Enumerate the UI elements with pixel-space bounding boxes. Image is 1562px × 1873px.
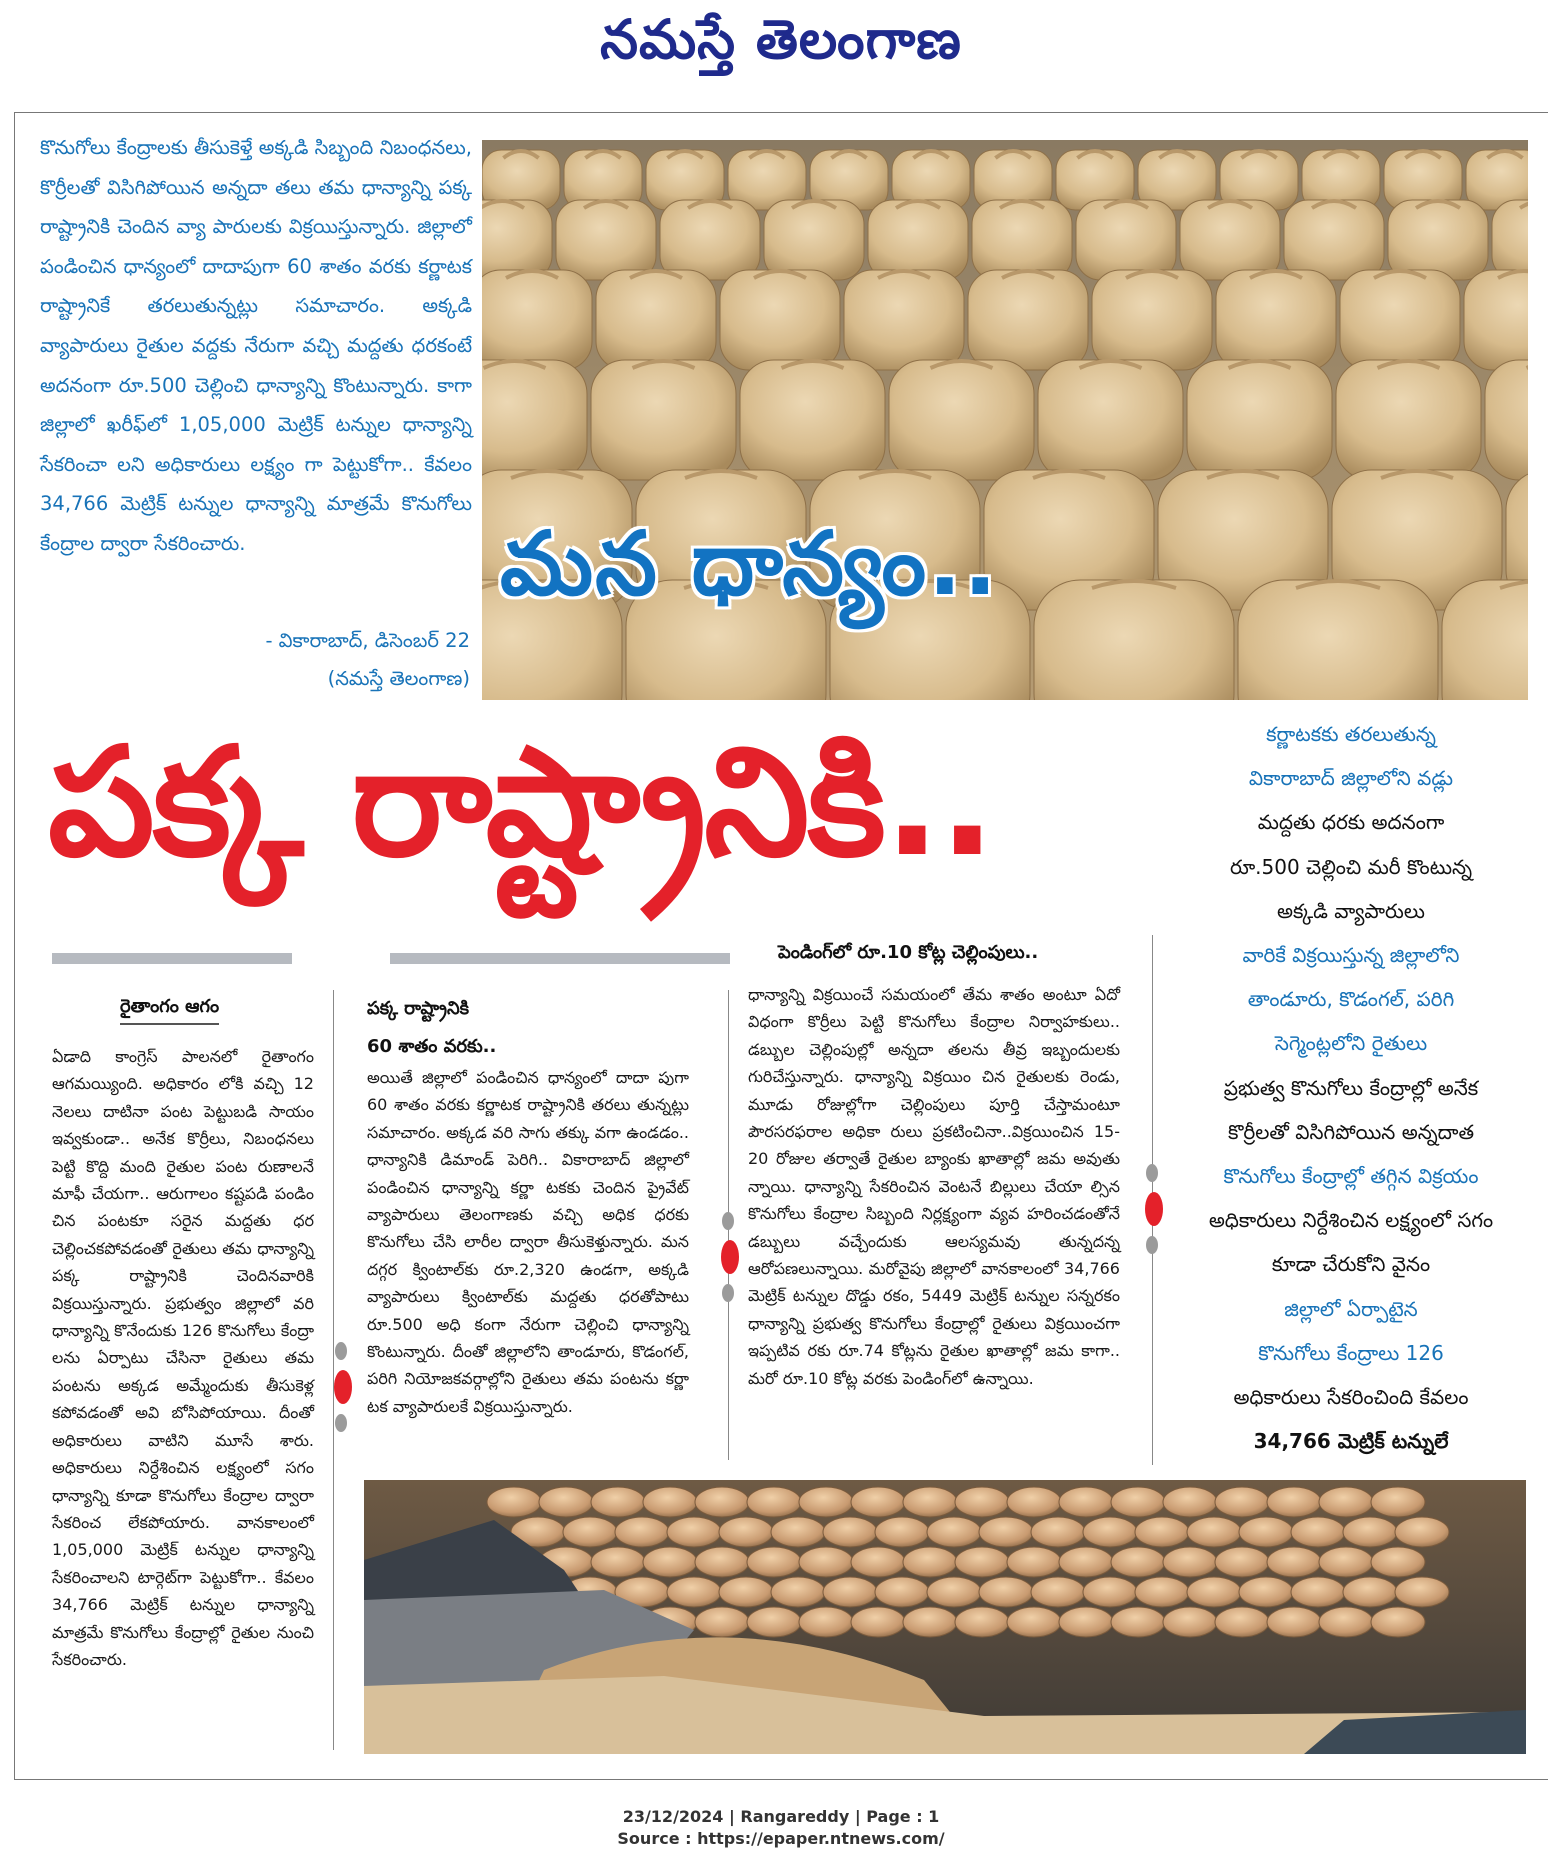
intro-line: 1,05,000 మెట్రిక్ టన్నుల ధాన్యాన్ని సేకరించా <box>40 413 472 476</box>
grain-sack <box>1319 1607 1373 1637</box>
article-line: క్వింటాల్‌కు మద్దతు ధరతోపాటు రూ.500 అధి <box>367 1287 689 1334</box>
sidebar-highlight-line: ప్రభుత్వ కొనుగోలు కేంద్రాల్లో అనేక <box>1223 1075 1479 1100</box>
sidebar-highlight-line: తాండూరు, కొడంగల్, పరిగి <box>1247 987 1455 1012</box>
col3-subhead: పెండింగ్‌లో రూ.10 కోట్ల చెల్లింపులు.. <box>778 942 1039 963</box>
sidebar-highlight-line: కొర్రీలతో విసిగిపోయిన అన్నదాత <box>1227 1119 1475 1144</box>
grain-sack <box>695 1547 749 1577</box>
grain-sack <box>615 1517 669 1547</box>
grain-sack <box>972 200 1072 280</box>
bottom-photo-grain-heap <box>364 1480 1526 1754</box>
intro-line: ధాన్యంలో దాదాపుగా 60 శాతం వరకు కర్ణాటక <box>123 254 472 278</box>
article-line: తున్నట్లు సమాచారం. అక్కడ వరి సాగు తక్కు <box>367 1095 689 1142</box>
article-line: అయితే జిల్లాలో పండించిన ధాన్యంలో దాదా <box>367 1068 659 1087</box>
article-line: శారు. అధికారులు నిర్దేశించిన <box>52 1430 314 1478</box>
grain-sack <box>1059 1607 1113 1637</box>
grain-sack <box>823 1577 877 1607</box>
sidebar-highlight-line: కూడా చేరుకోని వైనం <box>1271 1252 1431 1277</box>
grain-sack <box>1388 200 1488 280</box>
grain-sack <box>1083 1577 1137 1607</box>
sidebar-highlight-line: వారికే విక్రయిస్తున్న జిల్లాలోని <box>1242 943 1460 968</box>
article-line: కొనుగోలు కేంద్రాల్లో రైతులు విక్రయించగా ఇప్పటివ <box>748 1313 1120 1361</box>
intro-paragraph <box>40 128 472 564</box>
intro-line: ధరకంటే అదనంగా రూ.500 చెల్లించి ధాన్యాన్ని <box>40 333 472 397</box>
article-line: పెట్టుబడి సాయం ఇవ్వకుండా.. అనేక <box>52 1101 315 1149</box>
red-dot-icon <box>334 1370 352 1404</box>
dateline-source: (నమస్తే తెలంగాణ) <box>327 667 470 690</box>
intro-line: 34,766 మెట్రిక్ టన్నుల ధాన్యాన్ని మాత్రమే <box>40 492 402 516</box>
bullet-dots <box>1145 1164 1159 1264</box>
grain-sack <box>823 1517 877 1547</box>
grain-sack <box>1059 1547 1113 1577</box>
article-column-2 <box>367 1064 689 1420</box>
grain-sack <box>1076 200 1176 280</box>
grain-sack <box>1267 1547 1321 1577</box>
article-line: వచ్చి అధిక ధరకు కొనుగోలు చేసి లారీల ద్వారా <box>367 1205 689 1252</box>
article-line: మంది రైతుల పంట రుణాలనే మాఫీ <box>52 1156 314 1204</box>
grain-sack <box>1111 1487 1165 1517</box>
grain-sack <box>1238 580 1438 700</box>
grain-sack <box>1215 1547 1269 1577</box>
intro-text <box>40 128 472 564</box>
grain-sack <box>889 360 1034 480</box>
article-line: వగా ఉండడం.. ధాన్యానికి డిమాండ్ పెరిగి.. <box>367 1122 689 1170</box>
grain-sack <box>1343 1517 1397 1547</box>
article-line: ధాన్యాన్ని విక్రయించే సమయంలో తేమ శాతం <box>748 985 1043 1004</box>
grain-sack <box>903 1607 957 1637</box>
dateline-place: - వికారాబాద్, డిసెంబర్ 22 <box>265 629 470 652</box>
grain-sack <box>1187 1577 1241 1607</box>
intro-line: రాష్ట్రానికే తరలుతున్నట్లు సమాచారం. అక్కడి <box>40 294 472 318</box>
article-line: రకు రూ.74 కోట్లను రైతుల ఖాతాల్లో జమ కాగా.. <box>807 1341 1120 1361</box>
grain-sack <box>1239 1517 1293 1547</box>
article-line: తున్నదన్న ఆరోపణలున్నాయి. మరోవైపు జిల్లాలో <box>748 1231 1120 1279</box>
grey-dot-icon <box>722 1284 734 1302</box>
masthead <box>0 0 1562 90</box>
intro-line: లని అధికారులు లక్ష్యం గా పెట్టుకోగా.. కేవలం <box>117 452 473 476</box>
grain-sack <box>1395 1577 1449 1607</box>
article-line: కేవలం 34,766 మెట్రిక్ టన్నుల <box>52 1567 314 1615</box>
grain-sack <box>596 270 716 370</box>
article-line: ధాన్యాన్ని మాత్రమే కొనుగోలు <box>52 1595 314 1642</box>
col2-subhead-line1: పక్క రాష్ట్రానికి <box>367 998 469 1019</box>
grain-sack <box>875 1577 929 1607</box>
grain-sack <box>799 1547 853 1577</box>
grain-sack <box>1267 1487 1321 1517</box>
grain-sack <box>1215 1607 1269 1637</box>
grain-sack <box>903 1487 957 1517</box>
grain-sack <box>955 1547 1009 1577</box>
grain-sack <box>1163 1487 1217 1517</box>
sidebar-highlight-line: వికారాబాద్ జిల్లాలోని వడ్లు <box>1248 766 1454 791</box>
grain-sack <box>1319 1547 1373 1577</box>
grey-dot-icon <box>722 1212 734 1230</box>
grain-sack <box>667 1517 721 1547</box>
intro-line: తలు తమ ధాన్యాన్ని పక్క రాష్ట్రానికి చెందిన వ్యా <box>40 175 472 239</box>
red-dot-icon <box>721 1240 739 1274</box>
article-line: చేయగా.. ఆరుగాలం కష్టపడి పండిం <box>91 1184 315 1204</box>
grain-sack <box>1031 1577 1085 1607</box>
grain-sack <box>868 200 968 280</box>
decorative-rule <box>390 953 730 964</box>
grey-dot-icon <box>1146 1236 1158 1254</box>
grain-sack <box>927 1577 981 1607</box>
article-line: నియోజకవర్గాల్లోని రైతులు తమ పంటను కర్ణా <box>404 1369 690 1389</box>
article-line: తర్వాతే రైతుల బ్యాంకు ఖాతాల్లో జమ అవుతు <box>823 1149 1120 1169</box>
grain-sack <box>903 1547 957 1577</box>
grain-sack <box>539 1487 593 1517</box>
grain-sack <box>1291 1517 1345 1547</box>
grain-sack <box>1319 1487 1373 1517</box>
article-line: వికారాబాద్ జిల్లాలో పండించిన ధాన్యాన్ని కర్ణా <box>367 1150 690 1197</box>
article-line: కొనుగోలు కేంద్రాల ద్వారా సేకరించ <box>52 1485 314 1532</box>
grain-sack <box>851 1487 905 1517</box>
sidebar-highlight-line: సెగ్మెంట్లలోని రైతులు <box>1274 1031 1428 1056</box>
grain-sack <box>660 200 760 280</box>
article-line: కొర్రీలు, నిబంధనలు పెట్టి కొద్ది <box>52 1129 314 1176</box>
article-line: హరించడంతోనే డబ్బులు వచ్చేందుకు ఆలస్యమవు <box>748 1204 1120 1251</box>
sidebar-highlight-line: జిల్లాలో ఏర్పాటైన <box>1284 1296 1418 1321</box>
intro-line: వ్యాపారులు రైతుల వద్దకు నేరుగా వచ్చి మద్దతు <box>40 333 412 357</box>
grain-sack <box>968 270 1088 370</box>
grain-sack <box>747 1547 801 1577</box>
intro-line: కొంటున్నారు. కాగా జిల్లాలో ఖరీఫ్‌లో <box>40 373 472 437</box>
grey-dot-icon <box>1146 1164 1158 1182</box>
grain-sack <box>955 1487 1009 1517</box>
grain-sack <box>1135 1577 1189 1607</box>
article-line: చెందినవారికి విక్రయిస్తున్నారు. <box>52 1266 314 1313</box>
article-line: కంగా నేరుగా చెల్లించి ధాన్యాన్ని కొంటున్నారు. <box>367 1314 689 1362</box>
grain-sack <box>1464 270 1528 370</box>
page-footer <box>0 1806 1562 1850</box>
intro-line: కొనుగోలు కేంద్రాలకు తీసుకెళ్తే అక్కడి సిబ్బంది <box>40 136 380 159</box>
article-line: చెల్లింపులు పూర్తి చేస్తామంటూ పౌరసరఫరాల అధికా <box>748 1094 1120 1142</box>
grain-sack <box>487 1487 541 1517</box>
grey-dot-icon <box>335 1342 347 1360</box>
col2-subhead <box>367 990 496 1066</box>
grain-sack <box>719 1517 773 1547</box>
grain-sack <box>1343 1577 1397 1607</box>
sidebar-highlight-line: కొనుగోలు కేంద్రాలు 126 <box>1258 1340 1444 1365</box>
grain-sack <box>1371 1487 1425 1517</box>
article-line: కేంద్రాల నిర్వాహకులు.. డబ్బుల చెల్లింపుల్లో అన్నదా <box>748 1012 1120 1059</box>
grain-sack <box>1492 200 1528 280</box>
article-line: రులు ప్రకటించినా..విక్రయించిన 15-20 రోజుల <box>748 1122 1120 1169</box>
article-line: 5449 మెట్రిక్ టన్నుల సన్నరకం ధాన్యాన్ని ప్రభుత్వ <box>748 1286 1120 1333</box>
grain-sack <box>851 1607 905 1637</box>
grain-sack <box>1267 1607 1321 1637</box>
grain-sack <box>1187 1517 1241 1547</box>
grain-sack <box>1442 580 1528 700</box>
article-line: సేకరించాలని టార్గెట్‌గా పెట్టుకోగా.. <box>52 1567 275 1587</box>
grain-sack <box>1083 1517 1137 1547</box>
kicker-headline: మన ధాన్యం.. <box>500 512 999 615</box>
bullet-dots <box>721 1212 735 1312</box>
grey-dot-icon <box>335 1414 347 1432</box>
article-line: తలను తీవ్ర ఇబ్బందులకు గురిచేస్తున్నారు. ధాన్యాన్ని <box>748 1039 1120 1087</box>
grain-sack <box>695 1487 749 1517</box>
grain-sack <box>1336 360 1481 480</box>
intro-line: కొనుగోలు కేంద్రాల ద్వారా సేకరించారు. <box>40 492 472 555</box>
footer-source-link[interactable]: Source : https://epaper.ntnews.com/ <box>617 1829 945 1848</box>
grain-sack <box>764 200 864 280</box>
article-line: లేకపోయారు. వానకాలంలో <box>128 1512 314 1532</box>
article-line: దీంతో జిల్లాలోని తాండూరు, కొడంగల్, పరిగి <box>367 1342 689 1389</box>
sidebar-highlight-line: అక్కడి వ్యాపారులు <box>1277 898 1425 923</box>
intro-line: నిబంధనలు, కొర్రీలతో విసిగిపోయిన అన్నదా <box>40 136 472 199</box>
article-line: లక్ష్యంలో సగం ధాన్యాన్ని కూడా <box>52 1458 314 1505</box>
grain-sack <box>1239 1577 1293 1607</box>
article-column-3 <box>748 981 1120 1392</box>
grain-sack <box>482 200 552 280</box>
grain-sack <box>799 1607 853 1637</box>
footer-edition-info: 23/12/2024 | Rangareddy | Page : 1 <box>622 1807 940 1826</box>
grain-sack <box>563 1517 617 1547</box>
col2-subhead-line2: 60 శాతం వరకు.. <box>367 1036 497 1057</box>
grain-sack <box>1216 270 1336 370</box>
grain-sack <box>1007 1487 1061 1517</box>
sidebar-highlight-line: అధికారులు సేకరించింది కేవలం <box>1233 1385 1469 1410</box>
grain-sack <box>591 360 736 480</box>
article-line: దీంతో అధికారులు వాటిని మూసే <box>52 1403 314 1450</box>
sidebar-highlight-line: మద్దతు ధరకు అదనంగా <box>1257 810 1445 835</box>
article-line: న్నాయి. ధాన్యాన్ని సేకరించిన వెంటనే బిల్లులు చేయా <box>748 1176 1091 1196</box>
grain-sack <box>482 270 592 370</box>
grain-sack <box>1284 200 1384 280</box>
article-line: లను ఏర్పాటు చేసినా రైతులు తమ <box>52 1348 314 1368</box>
grain-sack <box>556 200 656 280</box>
article-line: చెల్లించకపోవడంతో రైతులు తమ <box>52 1238 258 1258</box>
grain-sack <box>1187 360 1332 480</box>
col1-subhead: రైతాంగం ఆగం <box>120 996 219 1025</box>
grain-sack <box>1135 1517 1189 1547</box>
grain-sack <box>927 1517 981 1547</box>
article-line: అంటూ ఏదో విధంగా కొర్రీలు పెట్టి కొనుగోలు <box>748 985 1120 1032</box>
grain-sack <box>844 270 964 370</box>
grain-sack <box>1007 1547 1061 1577</box>
article-line: 1,05,000 మెట్రిక్ టన్నుల ధాన్యాన్ని <box>52 1540 314 1560</box>
article-column-1 <box>52 1043 314 1673</box>
grain-sack <box>1111 1607 1165 1637</box>
article-line: విక్రయిం చిన రైతులకు రెండు, మూడు రోజుల్లోగా <box>748 1067 1120 1114</box>
article-line: చిన పంటకూ సరైన మద్దతు ధర <box>52 1211 314 1231</box>
grain-sack <box>591 1547 645 1577</box>
dateline <box>190 622 470 698</box>
article-line: ప్రభుత్వం జిల్లాలో వరి ధాన్యాన్ని <box>52 1293 314 1341</box>
article-line: ల్సిన కొనుగోలు కేంద్రాల సిబ్బంది నిర్లక్ష్యంగా వ్యవ <box>748 1176 1120 1224</box>
sidebar-highlight-line: అధికారులు నిర్దేశించిన లక్ష్యంలో సగం <box>1208 1208 1494 1233</box>
grain-sack <box>1092 270 1212 370</box>
grain-sack <box>1163 1547 1217 1577</box>
grain-sack <box>875 1517 929 1547</box>
grain-sack <box>1034 580 1234 700</box>
grain-sack <box>1007 1607 1061 1637</box>
grain-sack <box>1111 1547 1165 1577</box>
grain-sack <box>851 1547 905 1577</box>
grain-sack <box>771 1517 825 1547</box>
grain-sack <box>740 360 885 480</box>
article-line: లోకి వచ్చి 12 నెలలు దాటినా పంట <box>52 1074 314 1121</box>
grain-sack <box>1291 1577 1345 1607</box>
grain-sack <box>1031 1517 1085 1547</box>
grain-sack <box>799 1487 853 1517</box>
article-line: రూ.2,320 ఉండగా, అక్కడి వ్యాపారులు <box>367 1259 689 1307</box>
grain-sack <box>643 1547 697 1577</box>
article-line: కపోవడంతో అవి బోసిపోయాయి. <box>52 1403 279 1423</box>
article-line: పంటను అక్కడ అమ్మేందుకు తీసుకెళ్ల <box>52 1375 314 1395</box>
sidebar-highlights <box>1192 712 1510 1463</box>
grain-sack <box>667 1577 721 1607</box>
grain-sack <box>747 1487 801 1517</box>
grain-sack <box>1059 1487 1113 1517</box>
sidebar-highlight-line: కర్ణాటకకు తరలుతున్న <box>1266 722 1436 746</box>
article-line: కొనేందుకు 126 కొనుగోలు కేంద్రా <box>114 1321 315 1341</box>
article-line: టకకు చెందిన ప్రైవేట్ వ్యాపారులు తెలంగాణకు <box>367 1177 689 1225</box>
article-line: రైతాంగం ఆగమయ్యింది. అధికారం <box>52 1047 314 1094</box>
grain-sack <box>1340 270 1460 370</box>
grain-sack <box>979 1577 1033 1607</box>
article-line: కేంద్రాల్లో రైతుల నుంచి సేకరించారు. <box>52 1622 314 1669</box>
red-dot-icon <box>1145 1192 1163 1226</box>
intro-line: పారులకు విక్రయిస్తున్నారు. జిల్లాలో పండించిన <box>40 215 472 278</box>
article-line: మరో రూ.10 కోట్ల వరకు పెండింగ్‌లో ఉన్నాయి. <box>748 1368 1034 1388</box>
decorative-rule <box>52 953 292 964</box>
grain-sack <box>720 270 840 370</box>
grain-sack <box>747 1607 801 1637</box>
grain-sack <box>1038 360 1183 480</box>
grain-sack <box>695 1607 749 1637</box>
sidebar-highlight-line: 34,766 మెట్రిక్ టన్నులే <box>1253 1429 1449 1454</box>
article-line: ధాన్యాన్ని పక్క రాష్ట్రానికి <box>52 1238 314 1286</box>
grain-sack <box>1371 1607 1425 1637</box>
grain-sack <box>1485 360 1528 480</box>
main-headline: పక్క రాష్ట్రానికి.. <box>48 716 994 890</box>
article-line: వానకాలంలో 34,766 మెట్రిక్ టన్నుల దొడ్డు రకం, <box>748 1259 1120 1306</box>
grain-sack <box>591 1487 645 1517</box>
sidebar-highlight-line: రూ.500 చెల్లించి మరీ కొంటున్న <box>1229 854 1473 879</box>
bullet-dots <box>334 1342 348 1442</box>
grain-sack <box>1180 200 1280 280</box>
grain-sack <box>482 360 587 480</box>
article-line: తీసుకెళ్తున్నారు. మన దగ్గర క్వింటాల్‌కు <box>367 1232 689 1279</box>
article-line: టక వ్యాపారులకే విక్రయిస్తున్నారు. <box>367 1396 573 1416</box>
grain-sack <box>955 1607 1009 1637</box>
grain-sack <box>1215 1487 1269 1517</box>
sidebar-highlight-line: కొనుగోలు కేంద్రాల్లో తగ్గిన విక్రయం <box>1223 1164 1479 1189</box>
grain-sack <box>1371 1547 1425 1577</box>
grain-sack <box>771 1577 825 1607</box>
article-line: పుగా 60 శాతం వరకు కర్ణాటక రాష్ట్రానికి తరలు <box>367 1068 689 1115</box>
article-line: ఏడాది కాంగ్రెస్ పాలనలో <box>52 1047 262 1066</box>
grain-sack <box>643 1487 697 1517</box>
grain-sack <box>1395 1517 1449 1547</box>
grain-sack <box>1163 1607 1217 1637</box>
grain-sack <box>979 1517 1033 1547</box>
grain-sack <box>719 1577 773 1607</box>
newspaper-logo: నమస్తే తెలంగాణ <box>600 8 962 71</box>
